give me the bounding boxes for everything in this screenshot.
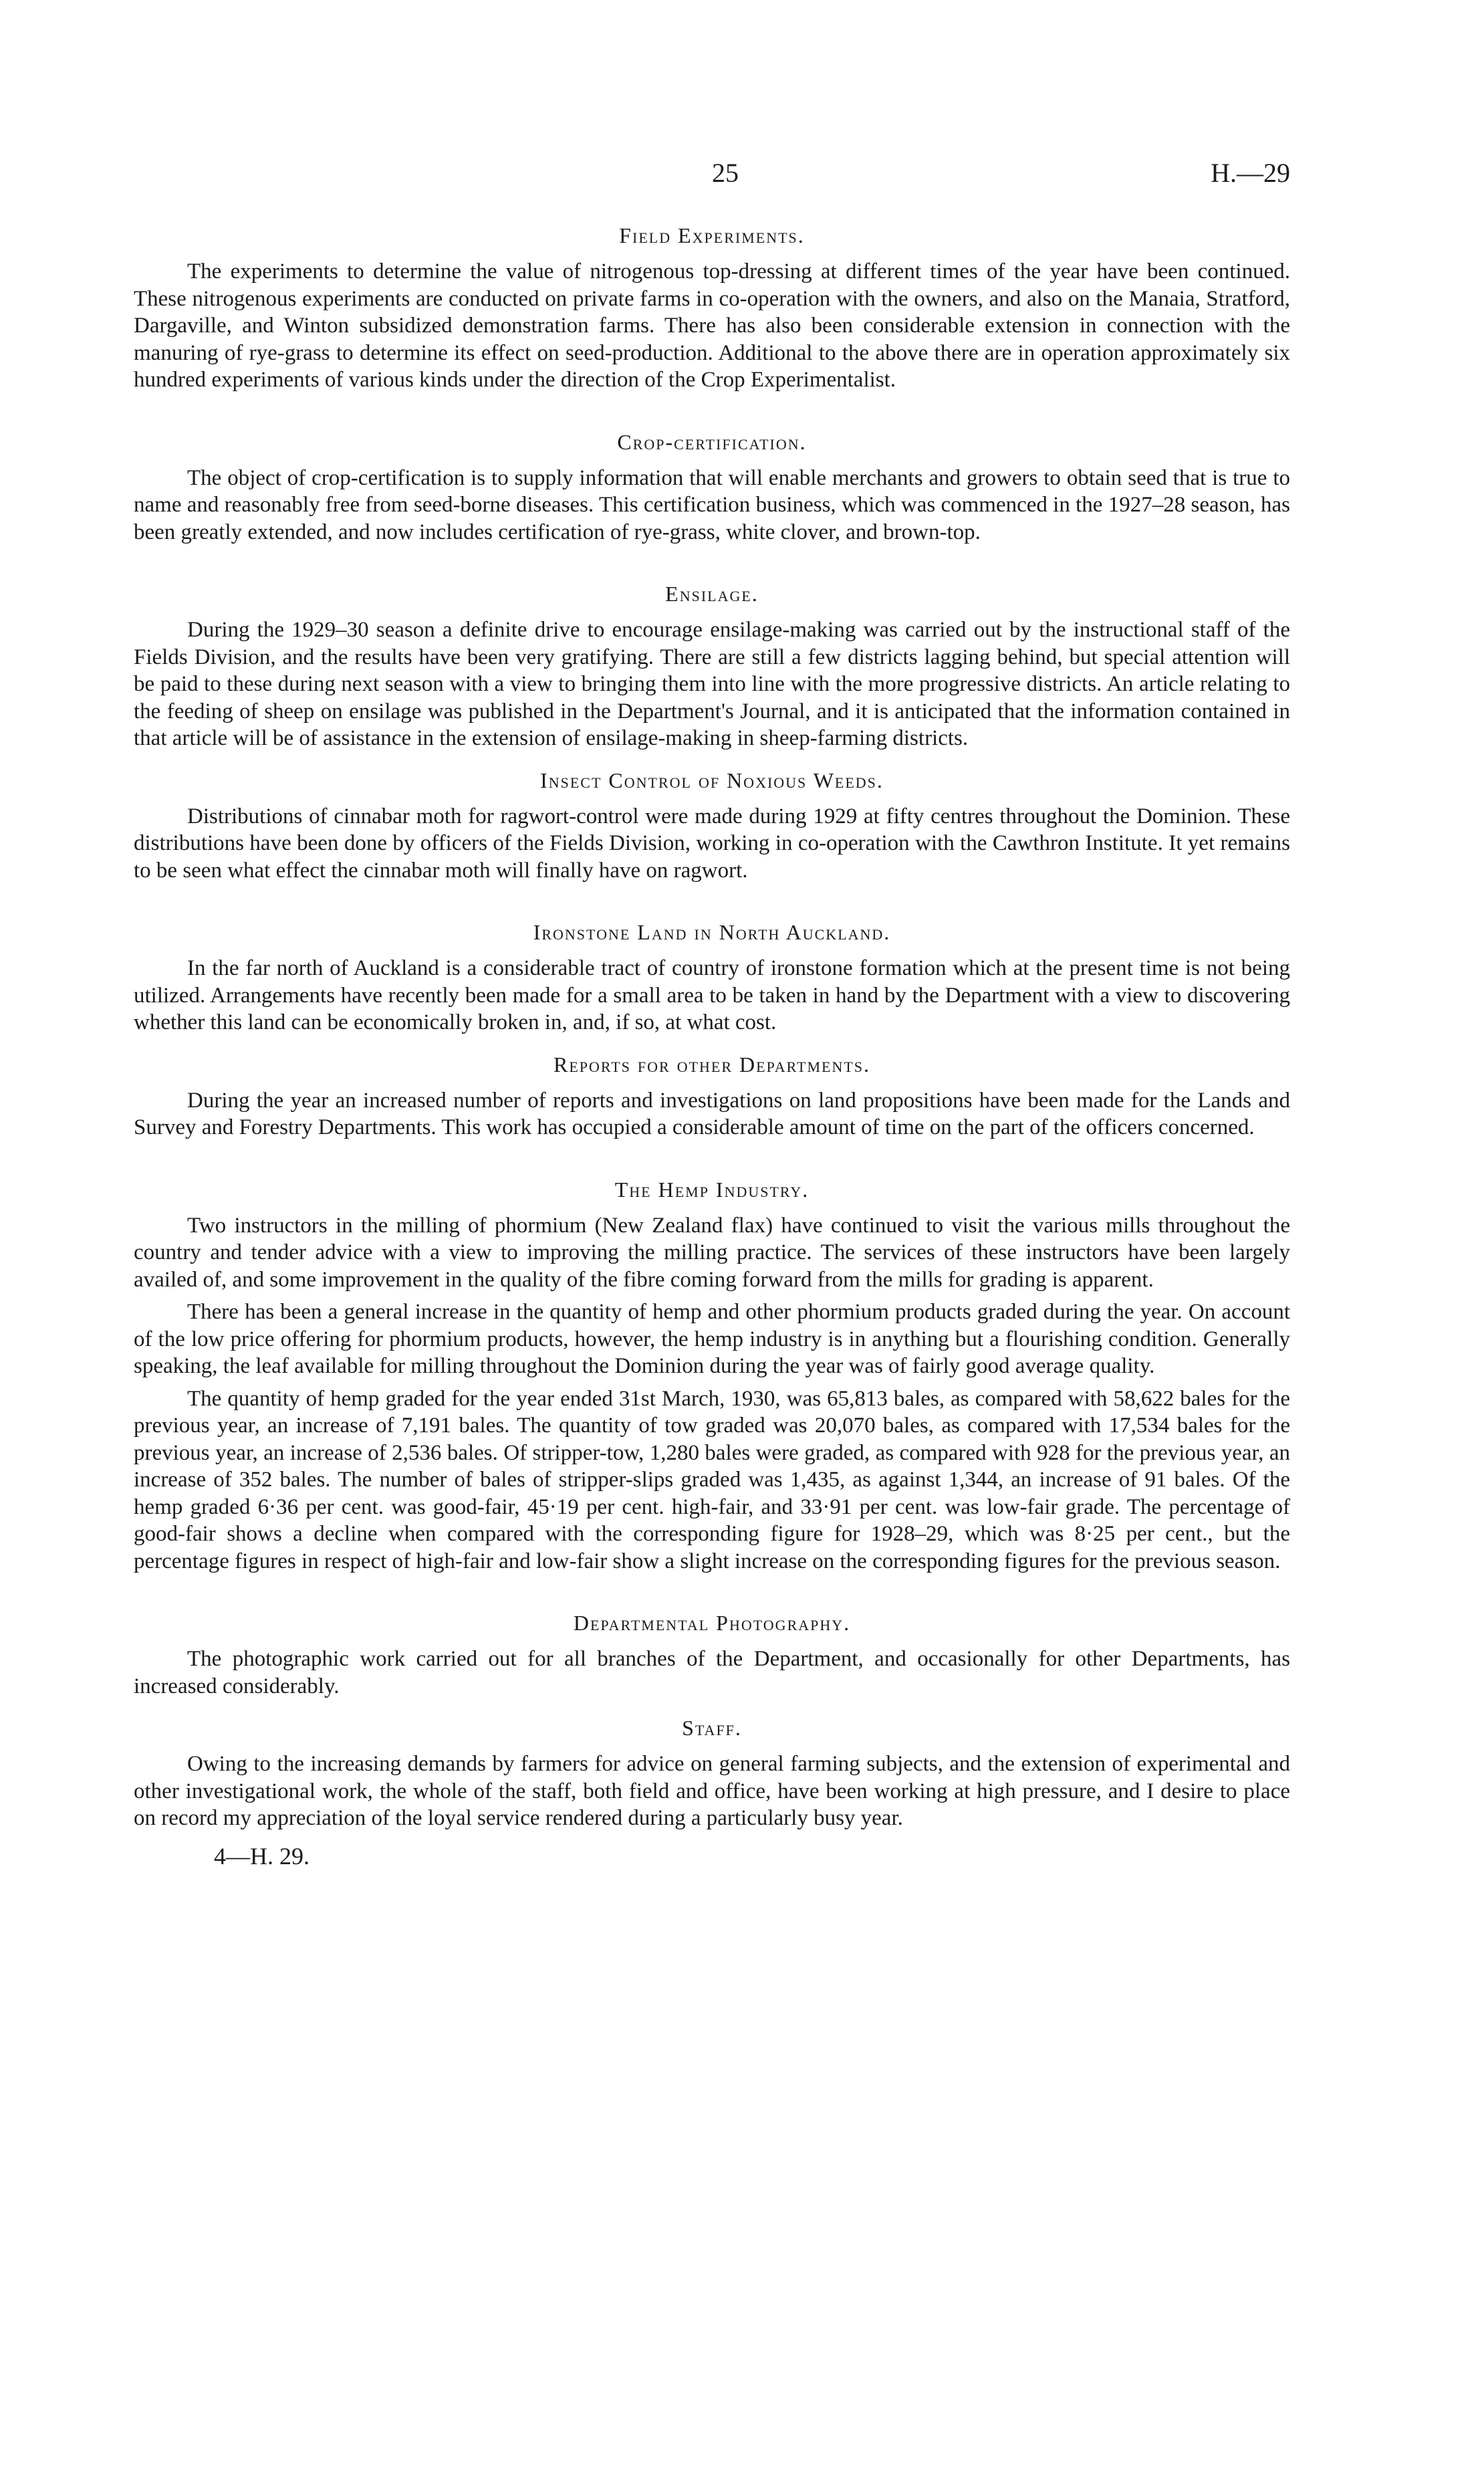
paragraph: During the 1929–30 season a definite drive to encourage ensilage-making was carried out by the instructional staff of the Fields Division, and the results have been very gratifying. There are still a few districts lagging behind, but special attention will be paid to these during next season with a view to bringing them into line with the more progressive districts. An article relating to the feeding of sheep on ensilage was published in the Department's Journal, and it is anticipated that the information contained in that article will be of assistance in the extension of ensilage-making in sheep-farming districts. <box>134 618 1290 750</box>
section-heading: Ensilage. <box>665 582 759 606</box>
section-heading: Insect Control of Noxious Weeds. <box>540 768 884 792</box>
section-heading: Field Experiments. <box>619 223 805 247</box>
section-heading: Staff. <box>682 1716 742 1740</box>
section-field-experiments <box>134 221 1290 394</box>
paragraph: The photographic work carried out for all branches of the Department, and occasionally for other Departments, has increased considerably. <box>134 1647 1290 1698</box>
paragraph: The quantity of hemp graded for the year ended 31st March, 1930, was 65,813 bales, as compared with 58,622 bales for the previous year, an increase of 7,191 bales. The quantity of tow graded was 20,070 bales, as compared with 17,534 bales for the previous year, an increase of 2,536 bales. Of stripper-tow, 1,280 bales were graded, as compared with 928 for the previous year, an increase of 352 bales. The number of bales of stripper-slips graded was 1,435, as against 1,344, an increase of 91 bales. Of the hemp graded 6·36 per cent. was good-fair, 45·19 per cent. high-fair, and 33·91 per cent. was low-fair grade. The percentage of good-fair shows a decline when compared with the corresponding figure for 1928–29, which was 8·25 per cent., but the percentage figures in respect of high-fair and low-fair show a slight increase on the corresponding figures for the previous season. <box>134 1386 1290 1573</box>
paragraph: Distributions of cinnabar moth for ragwort-control were made during 1929 at fifty centres throughout the Dominion. These distributions have been done by officers of the Fields Division, working in co-operation with the Cawthron Institute. It yet remains to be seen what effect the cinnabar moth will finally have on ragwort. <box>134 804 1290 883</box>
section-staff <box>134 1713 1290 1832</box>
section-ironstone-land <box>134 917 1290 1036</box>
section-departmental-photography <box>134 1608 1290 1700</box>
document-body <box>134 221 1290 1871</box>
paragraph: There has been a general increase in the quantity of hemp and other phormium products graded during the year. On account of the low price offering for phormium products, however, the hemp industry is in anything but a flourishing condition. Generally speaking, the leaf available for milling throughout the Dominion during the year was of fairly good average quality. <box>134 1300 1290 1378</box>
section-hemp-industry <box>134 1175 1290 1575</box>
page-header <box>160 157 1290 197</box>
paragraph: Two instructors in the milling of phormium (New Zealand flax) have continued to visit the various mills throughout the country and tender advice with a view to improving the milling practice. The services of these instructors have been largely availed of, and some improvement in the quality of the fibre coming forward from the mills for grading is apparent. <box>134 1213 1290 1292</box>
section-heading: Crop-certification. <box>617 429 807 454</box>
paragraph: During the year an increased number of reports and investigations on land propositions have been made for the Lands and Survey and Forestry Departments. This work has occupied a considerable amount of time on the part of the officers concerned. <box>134 1088 1290 1139</box>
section-insect-control <box>134 766 1290 885</box>
section-reports-other-departments <box>134 1050 1290 1141</box>
paragraph: The object of crop-certification is to supply information that will enable merchants and growers to obtain seed that is true to name and reasonably free from seed-borne diseases. This certification business, which was commenced in the 1927–28 season, has been greatly extended, and now includes certification of rye-grass, white clover, and brown-top. <box>134 465 1290 544</box>
paragraph: Owing to the increasing demands by farmers for advice on general farming subjects, and the extension of experimental and other investigational work, the whole of the staff, both field and office, have been working at high pressure, and I desire to place on record my appreciation of the loyal service rendered during a particularly busy year. <box>134 1752 1290 1830</box>
section-crop-certification <box>134 427 1290 546</box>
section-heading: Ironstone Land in North Auckland. <box>533 920 891 944</box>
document-reference: H.—29 <box>1211 158 1290 188</box>
footer-reference: 4—H. 29. <box>214 1842 310 1870</box>
section-heading: The Hemp Industry. <box>614 1177 810 1202</box>
section-ensilage <box>134 579 1290 752</box>
paragraph: In the far north of Auckland is a considerable tract of country of ironstone formation which at the present time is not being utilized. Arrangements have recently been made for a small area to be taken in hand by the Department with a view to discovering whether this land can be economically broken in, and, if so, at what cost. <box>134 956 1290 1034</box>
page-number: 25 <box>712 158 739 188</box>
paragraph: The experiments to determine the value of nitrogenous top-dressing at different times of the year have been continued. These nitrogenous experiments are conducted on private farms in co-operation with the owners, and also on the Manaia, Stratford, Dargaville, and Winton subsidized demonstration farms. There has also been considerable extension in connection with the manuring of rye-grass to determine its effect on seed-production. Additional to the above there are in operation approximately six hundred experiments of various kinds under the direction of the Crop Experimentalist. <box>134 259 1290 392</box>
section-heading: Departmental Photography. <box>573 1611 851 1635</box>
section-heading: Reports for other Departments. <box>553 1052 871 1077</box>
